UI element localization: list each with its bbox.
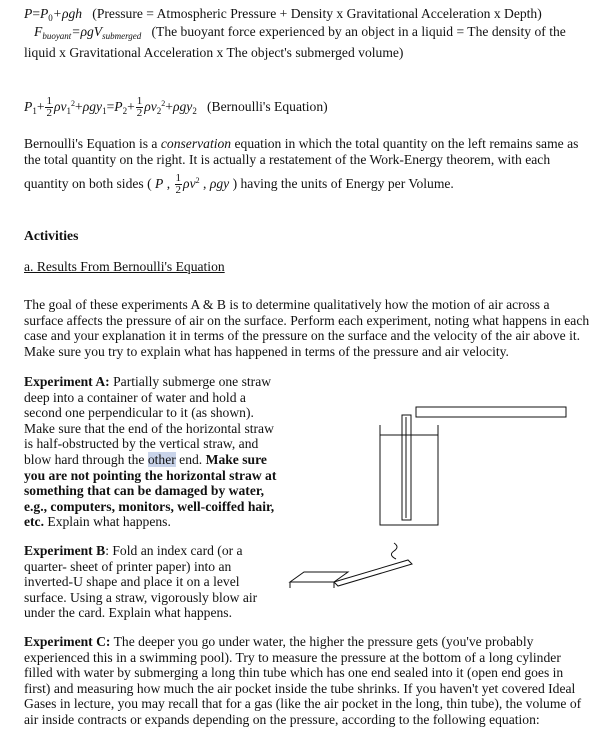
index-card-figure (284, 538, 424, 598)
bernoulli-equation: $P_1+$ $\frac{1}{2}$ $\rho v_1^2+\rho gy_1=P_2+$ $\frac{1}{2}$ $\rho v_2^2+\rho gy_2$ (Bernoulli's Equation) (24, 95, 328, 120)
water-container (380, 425, 438, 525)
goal-paragraph (24, 297, 590, 359)
bernoulli-label: (Bernoulli's Equation) (207, 99, 328, 114)
fraction-denominator: 2 (175, 184, 182, 197)
fraction (136, 96, 144, 119)
straw-container-figure (370, 400, 602, 530)
eq-symbol: P (24, 99, 33, 114)
eq-symbol: ρgy (82, 99, 103, 114)
air-squiggle-icon (391, 543, 397, 559)
eq-symbol: ρgy (209, 176, 230, 191)
activities-heading (24, 228, 590, 244)
bernoulli-intro (24, 136, 590, 167)
eq-symbol: P (114, 99, 123, 114)
eq-subscript: 2 (122, 106, 128, 116)
experiment-b (24, 543, 280, 621)
eq-symbol: P (24, 6, 33, 21)
eq-subscript: 1 (32, 106, 37, 116)
intro-text: quantity on both sides ( (24, 176, 152, 191)
eq-symbol: = (32, 6, 40, 21)
section-a-title (24, 259, 590, 275)
fraction-numerator: 1 (175, 172, 182, 185)
experiment-b-label: Experiment B (24, 543, 106, 558)
fraction (175, 173, 183, 196)
experiment-a-text: end. (175, 451, 206, 467)
experiment-c (24, 634, 590, 728)
fraction (45, 96, 53, 119)
experiment-a (24, 374, 280, 530)
intro-text: ) having the units of Energy per Volume. (232, 176, 454, 191)
eq-subscript: 1 (102, 106, 107, 116)
eq-superscript: 2 (161, 99, 166, 108)
section-a-title-text: a. Results From Bernoulli's Equation (24, 259, 225, 274)
eq-symbol: +ρgh (52, 6, 83, 21)
intro-emphasis: conservation (160, 136, 232, 151)
eq-symbol: =ρgV (71, 24, 103, 39)
horizontal-straw (416, 407, 566, 417)
eq-symbol: ρgy (172, 99, 193, 114)
straw (334, 560, 412, 586)
experiment-a-text: Partially submerge one straw deep into a container of water and hold a second one perpendicular to it (as shown). Make sure that the end of the horizontal straw is half-obstructed by the vertical straw, and blow hard through the (24, 374, 274, 467)
eq-symbol: ρv (144, 99, 157, 114)
buoyant-equation (24, 24, 590, 60)
eq-subscript: 2 (192, 106, 197, 116)
fraction-numerator: 1 (46, 95, 52, 108)
fraction-denominator: 2 (136, 107, 143, 120)
experiment-a-label: Experiment A: (24, 374, 110, 389)
experiment-a-warning: Make sure you are not pointing the horizontal straw at something that can be damaged by water, e.g., computers, monitors, well-coiffed hair, etc. (24, 451, 277, 530)
eq-subscript: 2 (156, 106, 162, 116)
experiment-c-text: The deeper you go under water, the higher the pressure gets (you've probably experienced this in a swimming pool). Try to measure the pressure at the bottom of a long cylinder filled with water by submerging a long thin tube which has one end sealed into it (open end goes in first) and measuring how much the air pocket inside the tube shrinks. If you haven't yet covered Ideal Gases in lecture, you may recall that for a gas (like the air pocket in the long, thin tube), the volume of air inside contracts or expands depending on the pressure, according to the following equation: (24, 634, 582, 727)
eq-symbol: F (34, 24, 43, 39)
intro-units-line: quantity on both sides ( P , $\frac{1}{2}$ $\rho v^2$ , ρgy ) having the units of Energy per Volume. (24, 172, 454, 197)
highlighted-word: other (147, 451, 176, 467)
eq-subscript: submerged (102, 31, 142, 41)
eq-symbol: P (39, 6, 49, 21)
fraction-numerator: 1 (136, 95, 143, 108)
eq-symbol: ρv (183, 176, 196, 191)
fraction-denominator: 2 (46, 107, 52, 120)
experiment-a-text: Explain what happens. (44, 514, 171, 530)
eq-subscript: buoyant (42, 31, 72, 41)
eq-subscript: 1 (66, 106, 72, 116)
experiment-c-label: Experiment C: (24, 634, 111, 649)
eq-superscript: 2 (71, 99, 76, 108)
intro-text: equation in which the total quantity on the left remains same as the total quantity on the right. It is actually a restatement of the Work-Energy theorem, with each (24, 136, 579, 167)
hydrostatic-description: (Pressure = Atmospheric Pressure + Density x Gravitational Acceleration x Depth) (92, 6, 542, 21)
goal-paragraph-text: The goal of these experiments A & B is to determine qualitatively how the motion of air across a surface affects the pressure of air on the surface. Perform each experiment, noting what happens in each case and your explanation it in terms of the pressure on the surface and the velocity of the air above it. Make sure you try to explain what has happened in terms of the pressure and air velocity. (24, 297, 590, 359)
experiment-b-text: : Fold an index card (or a quarter- sheet of printer paper) into an inverted-U shape and place it on a level surface. Using a straw, vigorously blow air under the card. Explain what happens. (24, 543, 258, 621)
activities-heading-text: Activities (24, 228, 79, 243)
eq-symbol: P (155, 176, 164, 191)
intro-text: Bernoulli's Equation is a (24, 136, 161, 151)
eq-symbol: ρv (53, 99, 67, 114)
eq-superscript: 2 (195, 176, 200, 185)
buoyant-description: (The buoyant force experienced by an object in a liquid = The density of the liquid x Gravitational Acceleration x The object's submerged volume) (24, 24, 566, 60)
eq-subscript: 0 (48, 13, 53, 23)
